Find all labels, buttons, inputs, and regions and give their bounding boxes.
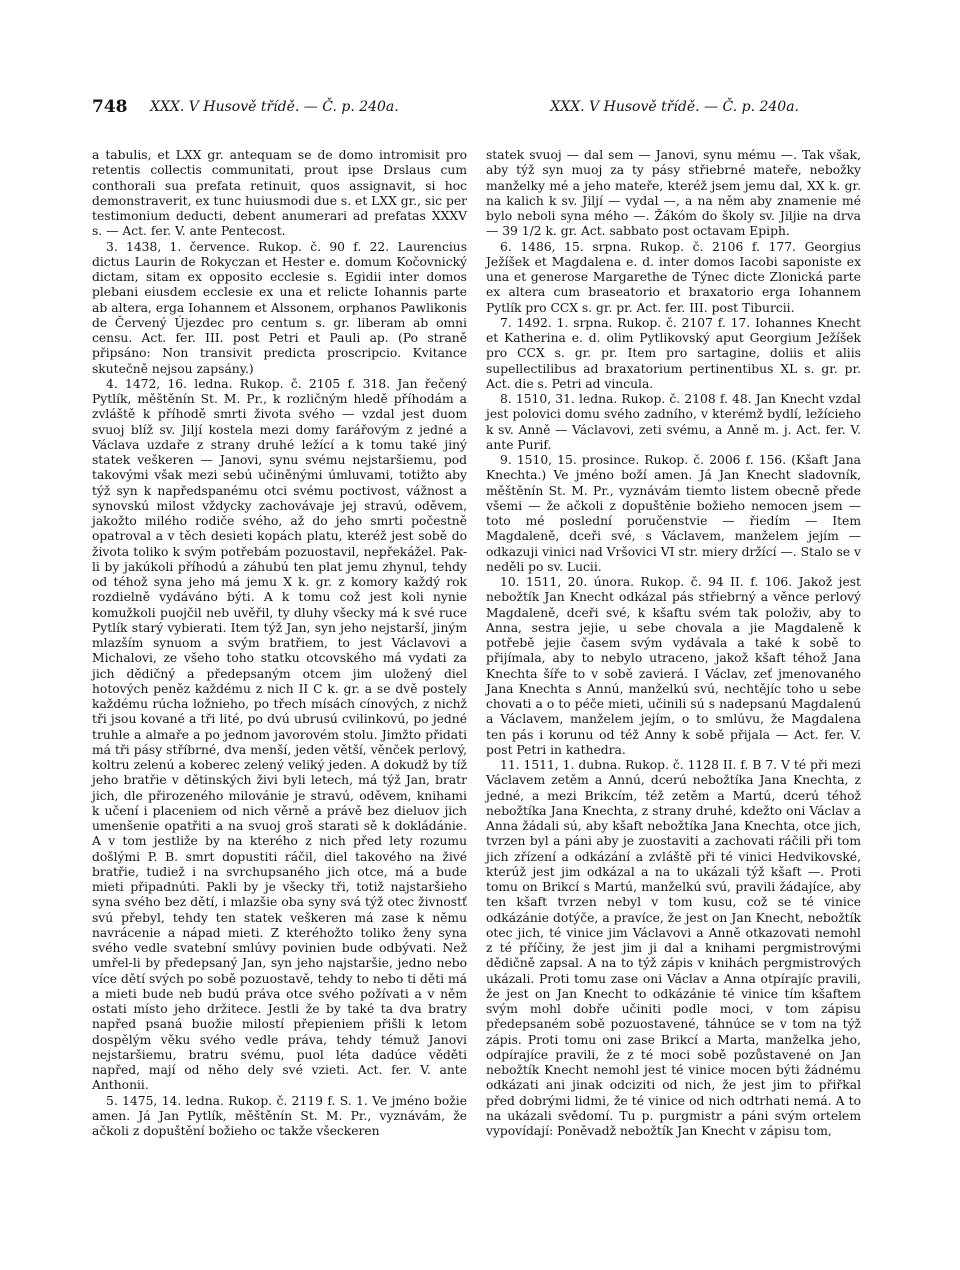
right-column (486, 148, 861, 1139)
paragraph: 7. 1492. 1. srpna. Rukop. č. 2107 f. 17. Iohannes Knecht et Katherina e. d. olim Pytlikovský aput Georgium Ježíšek pro CCX s. gr. pr. Item pro sartagine, doliis et aliis supellectilibus ad braxatorium pertinentibus XL s. gr. pr. Act. die s. Petri ad vincula. (486, 315, 861, 391)
paragraph: statek svuoj — dal sem — Janovi, synu mému —. Tak však, aby týž syn muoj za ty pásy střiebrné mateře, nebožky manželky mé a jeho mateře, kteréž jsem jemu dal, XX k. gr. na kalich k sv. Jiljí — vydal —, a na něm aby znamenie mé bylo neboli syna mého —. Žákóm do školy sv. Jiljie na drva — 39 1/2 k. gr. Act. sabbato post octavam Epiph. (486, 148, 861, 239)
paragraph: 8. 1510, 31. ledna. Rukop. č. 2108 f. 48. Jan Knecht vzdal jest polovici domu svého zadního, v kterémž bydlí, ležícieho k sv. Anně — Václavovi, zeti svému, a Anně m. j. Act. fer. V. ante Purif. (486, 392, 861, 452)
paragraph: 11. 1511, 1. dubna. Rukop. č. 1128 II. f. B 7. V té při mezi Václavem zetěm a Annú, dcerú nebožtíka Jana Knechta, z jedné, a mezi Brikcím, též zetěm a Martú, dcerú téhož nebožtíka Jana Knechta, z strany druhé, kdežto oni Václav a Anna žádali sú, aby kšaft nebožtíka Jana Knechta, otce jich, tvrzen byl a páni aby je zuostaviti a zachovati ráčili při tom jich zřízení a odkázání a zvláště při té vinici Hedvikovské, kterúž jest jim odkázal a na to ukázali týž kšaft —. Proti tomu on Brikcí s Martú, manželkú svú, pravili žádajíce, aby ten kšaft tvrzen nebyl v tom kusu, což se té vinice odkázánie dotýče, a pravíce, že jest on Jan Knecht, nebožtík otec jich, té vinice jim Václavovi a Anně otkazovati nemohl z té příčiny, že jest jim ji dal a knihami pergmistrovými dědičně zapsal. A na to týž zápis v knihách pergmistrových ukázali. Proti tomu zase oni Václav a Anna otpírajíc pravili, že jest on Jan Knecht to odkázánie té vinice tím kšaftem svým mohl dobře učiniti podle moci, v tom zápisu předepsaném sobě pozuostavené, táhnúce se v tom na týž zápis. Proti tomu oni zase Brikcí a Marta, manželka jeho, odpírajíce pravili, že z té moci sobě pozůstavené on Jan nebožtík Knecht nemohl jest té vinice mocen býti žádnému odkázati ani jinak odciziti od nich, že jest jim to přiřkal před dobrými lidmi, že té vinice od nich odtrhati nemá. A to na ukázali svědomí. Tu p. purgmistr a páni svým ortelem vypovídají: Poněvadž nebožtík Jan Knecht v zápisu tom, (486, 758, 861, 1138)
paragraph: 9. 1510, 15. prosince. Rukop. č. 2006 f. 156. (Kšaft Jana Knechta.) Ve jméno boží amen. Já Jan Knecht sladovník, měštěnín St. M. Pr., vyznávám tiemto listem obecně přede všemi — že ačkoli z dopuštěnie božieho nemocen jsem — toto mé poslední poručenstvie — řiedím — Item Magdaleně, dceři své, s Václavem, manželem jejím — odkazuji vinici nad Vršovici VI str. miery držící —. Stalo se v neděli po sv. Lucii. (486, 453, 861, 574)
running-head-left: XXX. V Husově třídě. — Č. p. 240a. (150, 99, 399, 115)
page-header (92, 97, 867, 121)
paragraph: 6. 1486, 15. srpna. Rukop. č. 2106 f. 177. Georgius Ježíšek et Magdalena e. d. inter domos Iacobi saponiste ex una et generose Margarethe de Týnec dicte Zlonická parte ex altera cum braseatorio et braxatorio erga Iohannem Pytlík pro CCX s. gr. pr. Act. fer. III. post Tiburcii. (486, 239, 861, 315)
paragraph: 5. 1475, 14. ledna. Rukop. č. 2119 f. S. 1. Ve jméno božie amen. Já Jan Pytlík, měštěnín St. M. Pr., vyznávám, že ačkoli z dopuštění božieho oc takže všeckeren (92, 1093, 467, 1138)
paragraph: 10. 1511, 20. února. Rukop. č. 94 II. f. 106. Jakož jest nebožtík Jan Knecht odkázal pás střiebrný a věnce perlový Magdaleně, dceři své, k kšaftu svém tak položiv, aby to Anna, sestra jejie, u sebe chovala a jie Magdaleně k potřebě jejie časem svým vydávala a také k sobě to přijímala, aby to nebylo utraceno, jakož kšaft téhož Jana Knechta šíře to v sobě zavierá. I Václav, zeť jmenovaného Jana Knechta s Annú, manželkú svú, nechtějíc toho u sebe chovati a o to péče mieti, učinili sú s nadepsanú Magdalenú a Václavem, manželem jejím, o to smlúvu, že Magdalena ten pás i korunu od též Anny k sobě přijala — Act. fer. V. post Petri in kathedra. (486, 575, 861, 757)
page-number: 748 (92, 97, 128, 117)
running-head-right: XXX. V Husově třídě. — Č. p. 240a. (550, 99, 799, 115)
left-column (92, 148, 467, 1139)
paragraph: 4. 1472, 16. ledna. Rukop. č. 2105 f. 318. Jan řečený Pytlík, měštěnín St. M. Pr., k rozličným hledě příhodám a zvláště k příhodě smrti života svého — vzdal jest duom svuoj blíž sv. Jiljí kostela mezi domy farářovým z jedné a Václava uzdaře z strany druhé ležící a k tomu také jiný statek veškeren — Janovi, synu svému nejstaršiemu, pod takovými však mezi sebú učiněnými úmluvami, totižto aby týž syn k napředspanému otci svému poctivost, vážnost a synovskú milost vždycky zachovávaje jej stravú, oděvem, jakožto milého rodiče svého, až do jeho smrti počestně opatroval a v těch desieti kopách platu, kteréž jest sobě do života toliko k svým potřebám pozuostavil, nepřekážel. Pak-li by jakúkoli příhodú a záhubú ten plat jemu zhynul, tehdy od téhož syna jeho má jemu X k. gr. z komory každý rok rozdielně vydáváno býti. A k tomu což jest koli nynie komužkoli puojčil neb uvěřil, ty dluhy všecky má k své ruce Pytlík starý vybierati. Item týž Jan, syn jeho nejstarší, jiným mlazším synuom a svým bratřiem, to jest Václavovi a Michalovi, ze všeho toho statku otcovského má vydati za jich dědičný a předepsaným otcem jim uložený diel hotových peněz každému z nich II C k. gr. a se dvě postely každému rúcha ložnieho, po třech mísách cínových, z nichž tři jsou kované a tři lité, po dvú ubrusú cvilinkovú, po jedné truhle a almaře a po jednom javorovém stolu. Jimžto přidati má tři pásy stříbrné, dva menší, jeden větší, věnček perlový, koltru zelenú a koberec zelený veliký jeden. A dokudž by tíž jeho bratřie v dětinských živi byli letech, má týž Jan, bratr jich, dle přirozeného milovánie je stravú, oděvem, knihami k učení i placeniem od nich věrně a právě bez dieluov jich umenšenie opatřiti a na svuoj groš starati sě k dokládánie. A v tom jestliže by na kterého z nich před lety rozumu došlými P. B. smrt dopustiti ráčil, diel takového na živé bratřie, tudiež i na svrchupsaného jich otce, má a bude mieti připadnúti. Pakli by je všecky tři, totiž najstaršieho syna svého bez dětí, i mlazšie oba syny svá týž otec živnostť svú přebyl, tehdy ten statek veškeren má zase k němu navrácenie a nápad mieti. Z kteréhožto toliko ženy syna svého vedle svatební smlúvy povinien bude odbývati. Než umřel-li by předepsaný Jan, syn jeho najstaršie, jedno nebo více dětí svých po sobě pozuostavě, tehdy to nebo ti děti má a mieti bude neb budú práva otce svého požívati a v něm ostati místo jeho držitece. Jestli že by také ta dva bratry napřed psaná buožie milostí přepieniem přišli k letom dospělým věku svého vedle práva, tehdy témuž Janovi nejstaršiemu, bratru svému, puol léta dadúce věděti napřed, mají od něho dely své vzieti. Act. fer. V. ante Anthonii. (92, 376, 467, 1093)
paragraph: a tabulis, et LXX gr. antequam se de domo intromisit pro retentis collectis communitati, prout ipse Drslaus cum conthorali sua prefata retinuit, quos assignavit, si hoc demonstraverit, ex tunc huiusmodi due s. et LXX gr., sic per testimonium deducti, debent anumerari ad prefatas XXXV s. — Act. fer. V. ante Pentecost. (92, 148, 467, 239)
paragraph: 3. 1438, 1. července. Rukop. č. 90 f. 22. Laurencius dictus Laurin de Rokyczan et Hester e. domum Kočovnický dictam, sitam ex opposito ecclesie s. Egidii inter domos plebani eiusdem ecclesie ex una et relicte Iohannis parte ab altera, erga Iohannem et Alssonem, orphanos Pawlikonis de Červený Újezdec pro centum s. gr. liberam ab omni censu. Act. fer. III. post Petri et Pauli ap. (Po straně připsáno: Non transivit predicta proscripcio. Kvitance skutečně nejsou zapsány.) (92, 239, 467, 376)
